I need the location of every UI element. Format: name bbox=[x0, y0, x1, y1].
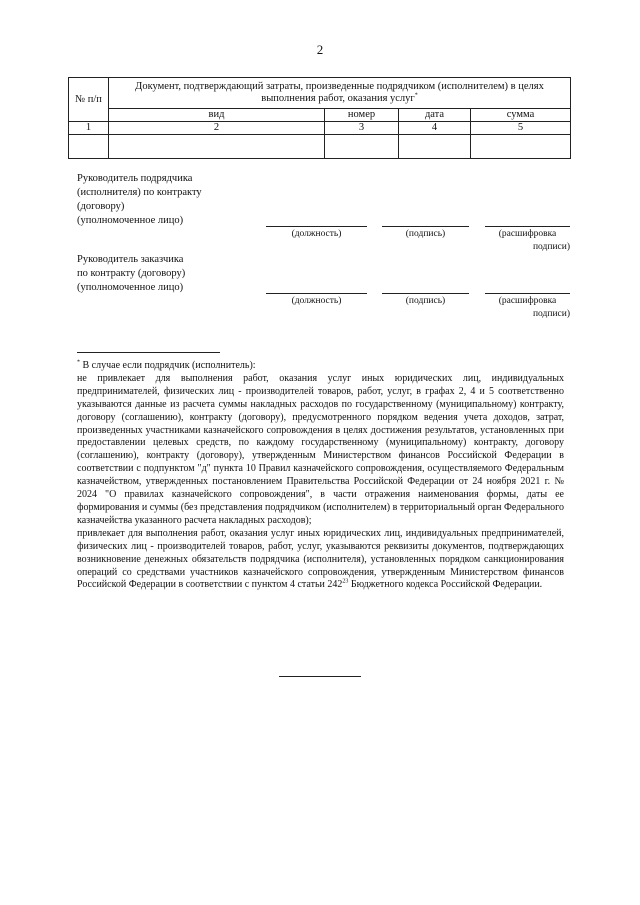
contractor-decoding-line bbox=[485, 226, 570, 227]
footnote bbox=[77, 360, 564, 592]
costs-documents-table bbox=[68, 77, 571, 159]
table-cell bbox=[109, 135, 325, 159]
caption-line: подписи) bbox=[532, 309, 570, 319]
customer-decoding-line bbox=[485, 293, 570, 294]
table-cell bbox=[471, 135, 571, 159]
footnote-mark: * bbox=[77, 359, 80, 366]
label-line: (уполномоченное лицо) bbox=[77, 215, 184, 226]
label-line: Руководитель заказчика bbox=[77, 254, 184, 265]
col-number: 2 bbox=[109, 122, 325, 135]
col-number: 4 bbox=[399, 122, 471, 135]
header-document-text: Документ, подтверждающий затраты, произведенные подрядчиком (исполнителем) в целях выполнения работ, оказания услуг bbox=[135, 81, 544, 104]
footnote-paragraph-2-end: Бюджетного кодекса Российской Федерации. bbox=[348, 579, 543, 591]
caption-line: (расшифровка bbox=[498, 296, 557, 306]
end-of-document-line bbox=[279, 676, 361, 677]
header-date: дата bbox=[399, 109, 471, 122]
contractor-position-line bbox=[266, 226, 367, 227]
footnote-separator bbox=[77, 352, 220, 353]
label-line: (исполнителя) по контракту bbox=[77, 187, 202, 198]
table-cell bbox=[69, 135, 109, 159]
footnote-mark: * bbox=[414, 92, 418, 99]
col-number: 3 bbox=[325, 122, 399, 135]
contractor-decoding-caption bbox=[485, 228, 570, 254]
footnote-intro-text: В случае если подрядчик (исполнитель): bbox=[82, 360, 256, 371]
table-cell bbox=[399, 135, 471, 159]
caption-line: (расшифровка bbox=[498, 229, 557, 239]
table-cell bbox=[325, 135, 399, 159]
header-document bbox=[109, 78, 571, 109]
customer-signature-caption: (подпись) bbox=[405, 296, 446, 306]
contractor-position-caption: (должность) bbox=[291, 229, 342, 239]
customer-decoding-caption bbox=[485, 295, 570, 321]
contractor-signature-line bbox=[382, 226, 469, 227]
header-row-number: № п/п bbox=[69, 78, 109, 122]
footnote-paragraph-1: не привлекает для выполнения работ, оказания услуг иных юридических лиц, индивидуальных предпринимателей, физических лиц - производителей товаров, работ, услуг, в графах 2, 4 и 5 соответственно указываются данные из расчета суммы накладных расходов по государственному (муниципальному) контракту, договору (соглашению), контракту (договору), предусмотренного порядком ведения учета доходов, затрат, произведенных участниками казначейского сопровождения в целях достижения результатов, установленных при предоставлении целевых средств, по каждому государственному (муниципальному) контракту, договору (соглашению), контракту (договору), утвержденным Министерством финансов Российской Федерации в соответствии с подпунктом "д" пункта 10 Правил казначейского сопровождения, осуществляемого Федеральным казначейством, утвержденных постановлением Правительства Российской Федерации от 24 ноября 2021 г. № 2024 "О правилах казначейского сопровождения", в части отражения наименования формы, даты ее формирования и суммы (без представления подрядчиком (исполнителем) в территориальный орган Федерального казначейства указанного расчета накладных расходов); bbox=[77, 372, 564, 526]
footnote-paragraph-2-text: привлекает для выполнения работ, оказания услуг иных юридических лиц, индивидуальных предпринимателей, физических лиц - производителей товаров, работ, услуг, указываются реквизиты документов, подтверждающих возникновение денежных обязательств подрядчика (исполнителя), установленных порядком санкционирования операций со средствами участников казначейского сопровождения, утвержденным Министерством финансов Российской Федерации в соответствии с пунктом 4 статьи 242 bbox=[77, 527, 564, 591]
footnote-intro bbox=[77, 360, 564, 373]
col-number: 5 bbox=[471, 122, 571, 135]
header-number: номер bbox=[325, 109, 399, 122]
caption-line: подписи) bbox=[532, 242, 570, 252]
label-line: Руководитель подрядчика bbox=[77, 173, 193, 184]
column-number-row bbox=[69, 122, 571, 135]
page-number: 2 bbox=[316, 42, 324, 57]
table-row bbox=[69, 135, 571, 159]
label-line: (уполномоченное лицо) bbox=[77, 282, 184, 293]
col-number: 1 bbox=[69, 122, 109, 135]
contractor-signature-caption: (подпись) bbox=[405, 229, 446, 239]
article-superscript: 23 bbox=[342, 579, 349, 586]
header-sum: сумма bbox=[471, 109, 571, 122]
header-type: вид bbox=[109, 109, 325, 122]
label-line: по контракту (договору) bbox=[77, 268, 186, 279]
customer-signature-line bbox=[382, 293, 469, 294]
footnote-paragraph-2 bbox=[77, 528, 564, 593]
contractor-signature-label bbox=[77, 172, 202, 228]
customer-signature-label bbox=[77, 253, 185, 295]
label-line: (договору) bbox=[77, 201, 125, 212]
customer-position-line bbox=[266, 293, 367, 294]
customer-position-caption: (должность) bbox=[291, 296, 342, 306]
